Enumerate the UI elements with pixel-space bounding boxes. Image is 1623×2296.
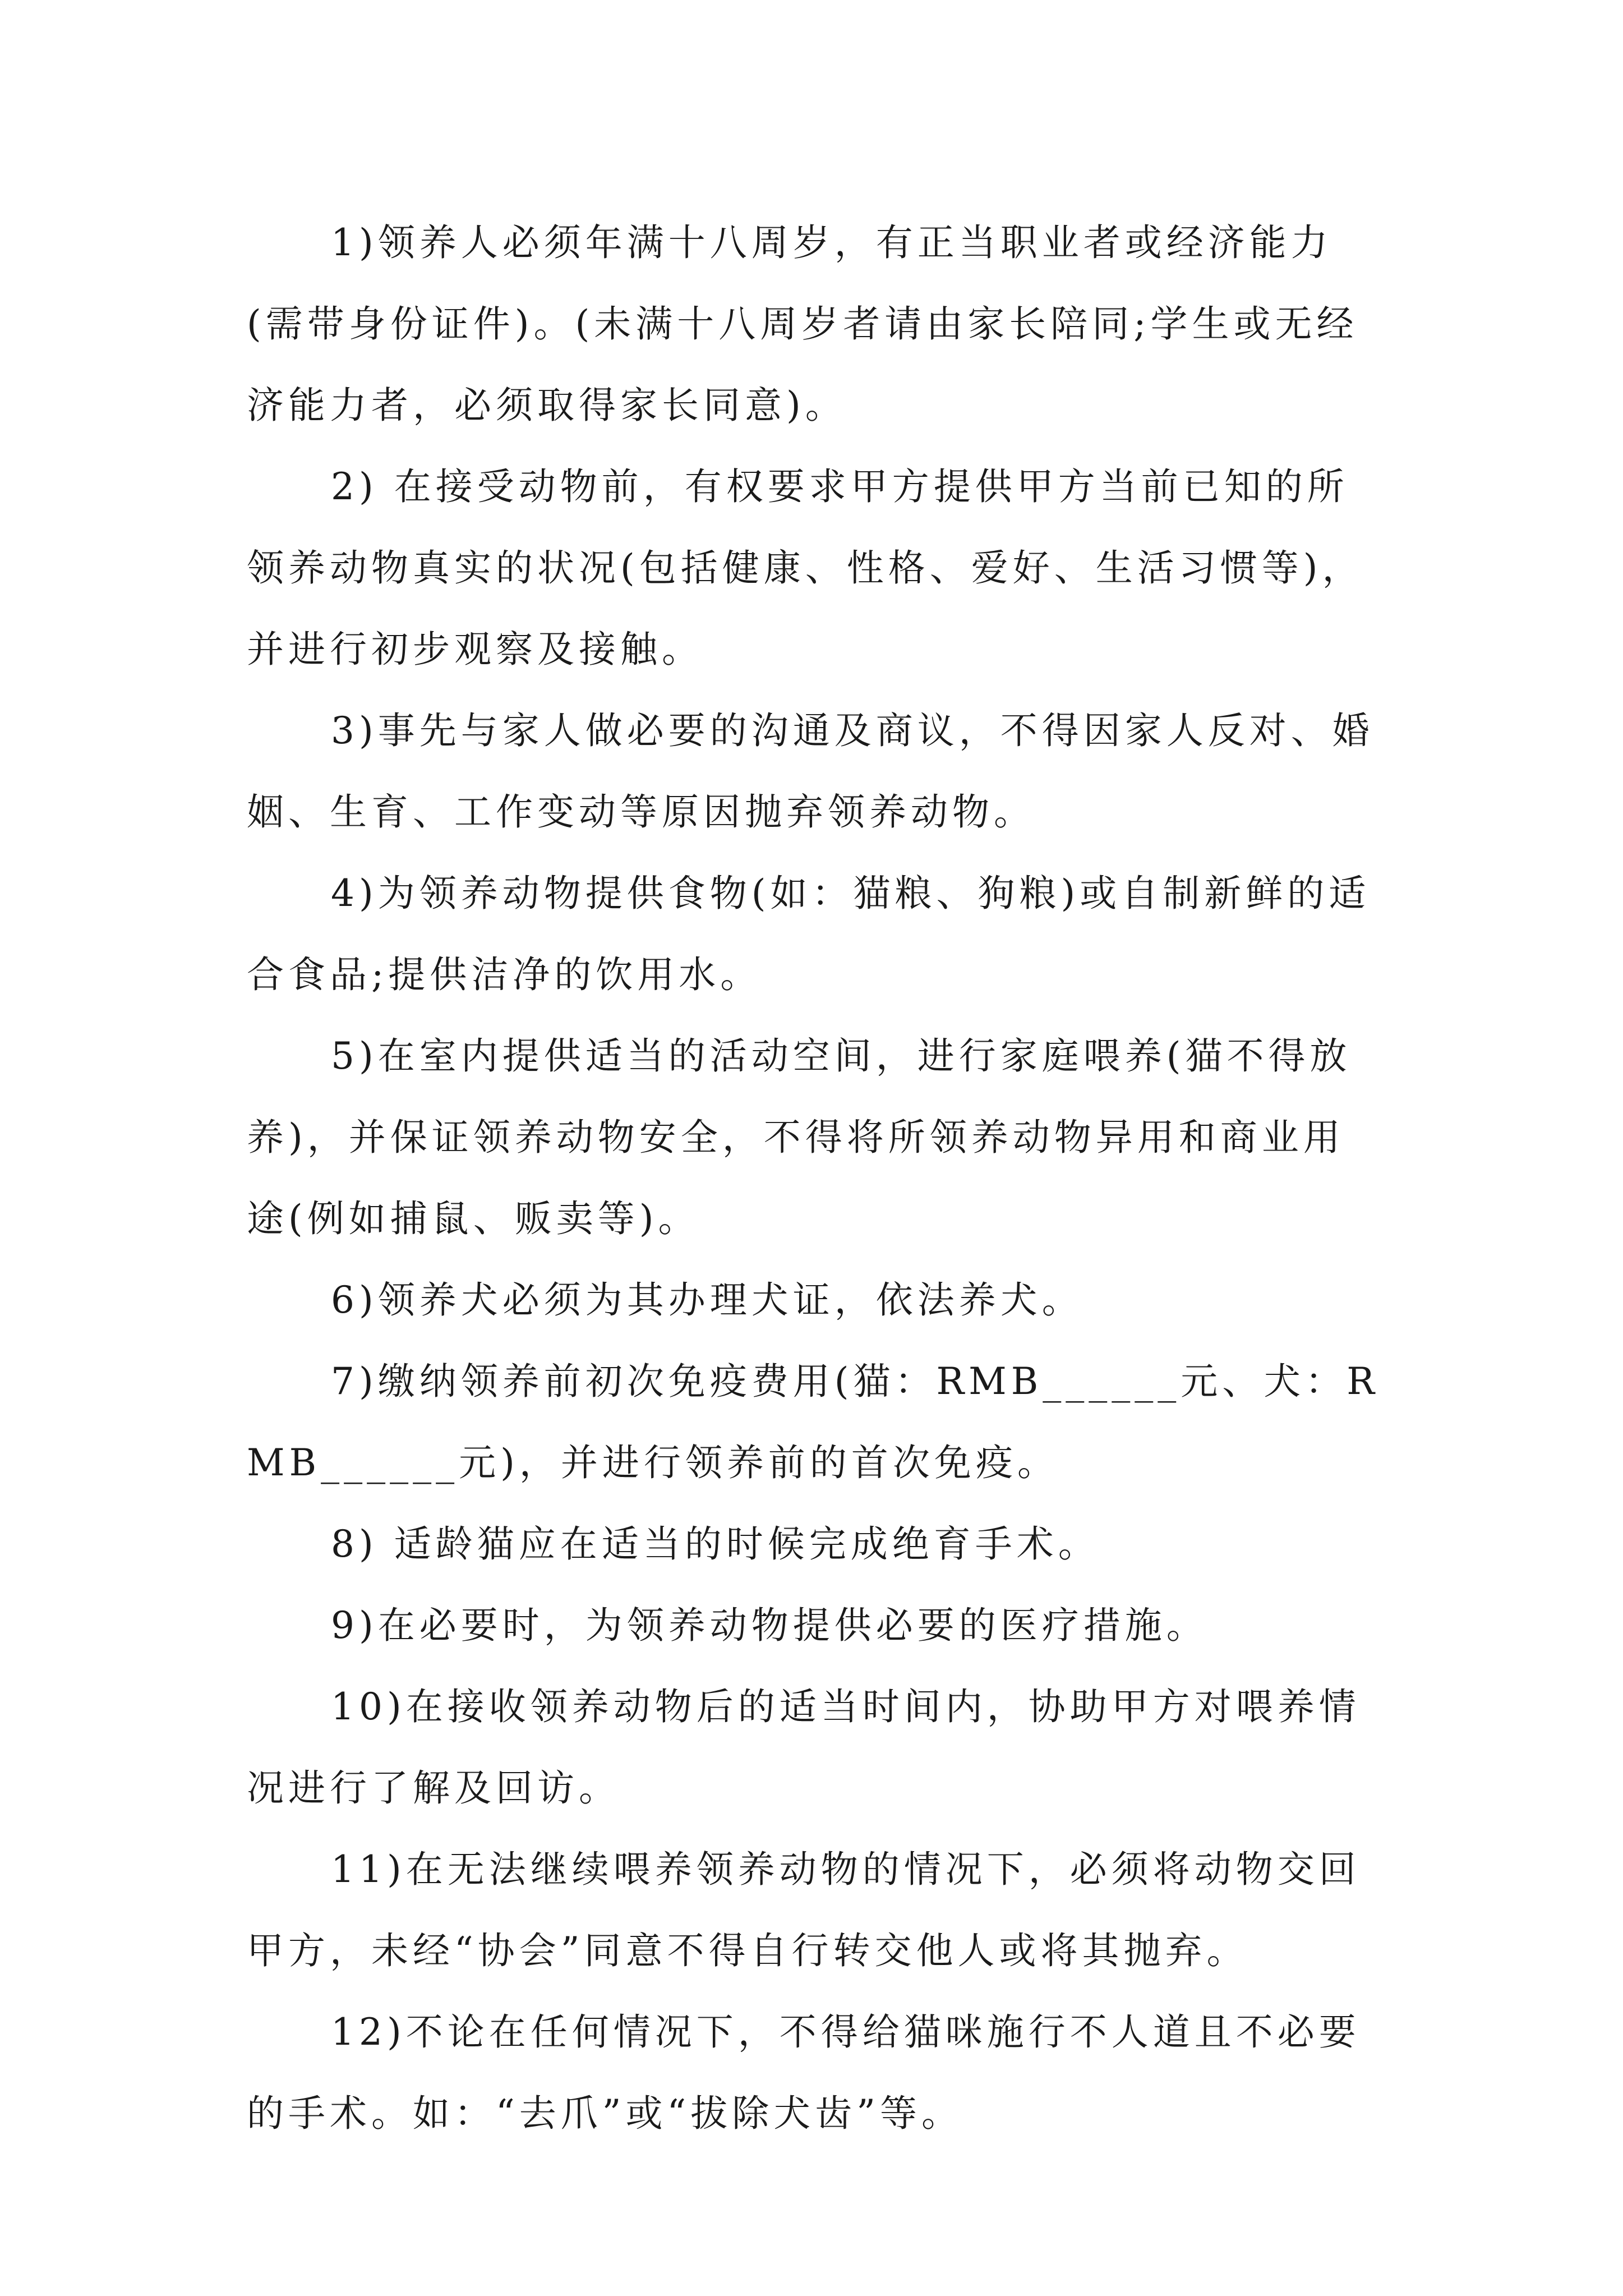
paragraph-12: 12)不论在任何情况下，不得给猫咪施行不人道且不必要的手术。如：“去爪”或“拔除犬齿”等。 — [247, 2010, 1361, 2135]
paragraph-10: 10)在接收领养动物后的适当时间内，协助甲方对喂养情况进行了解及回访。 — [247, 1685, 1361, 1810]
paragraph-4: 4)为领养动物提供食物(如：猫粮、狗粮)或自制新鲜的适合食品;提供洁净的饮用水。 — [247, 872, 1371, 996]
paragraph-6: 6)领养犬必须为其办理犬证，依法养犬。 — [331, 1278, 1083, 1322]
paragraph-3: 3)事先与家人做必要的沟通及商议，不得因家人反对、婚姻、生育、工作变动等原因抛弃领养动物。 — [247, 709, 1374, 834]
document-body — [247, 202, 1385, 2154]
paragraph-8: 8) 适龄猫应在适当的时候完成绝育手术。 — [331, 1522, 1100, 1566]
paragraph-11: 11)在无法继续喂养领养动物的情况下，必须将动物交回甲方，未经“协会”同意不得自行转交他人或将其抛弃。 — [247, 1848, 1361, 1972]
paragraph-1: 1)领养人必须年满十八周岁，有正当职业者或经济能力(需带身份证件)。(未满十八周岁者请由家长陪同;学生或无经济能力者，必须取得家长同意)。 — [247, 221, 1358, 427]
paragraph-2: 2) 在接受动物前，有权要求甲方提供甲方当前已知的所领养动物真实的状况(包括健康、性格、爱好、生活习惯等)，并进行初步观察及接触。 — [247, 465, 1364, 671]
paragraph-7: 7)缴纳领养前初次免疫费用(猫：RMB______元、犬：RMB______元)，并进行领养前的首次免疫。 — [247, 1360, 1379, 1484]
paragraph-5: 5)在室内提供适当的活动空间，进行家庭喂养(猫不得放养)，并保证领养动物安全，不得将所领养动物异用和商业用途(例如捕鼠、贩卖等)。 — [247, 1034, 1352, 1240]
paragraph-9: 9)在必要时，为领养动物提供必要的医疗措施。 — [331, 1604, 1208, 1647]
